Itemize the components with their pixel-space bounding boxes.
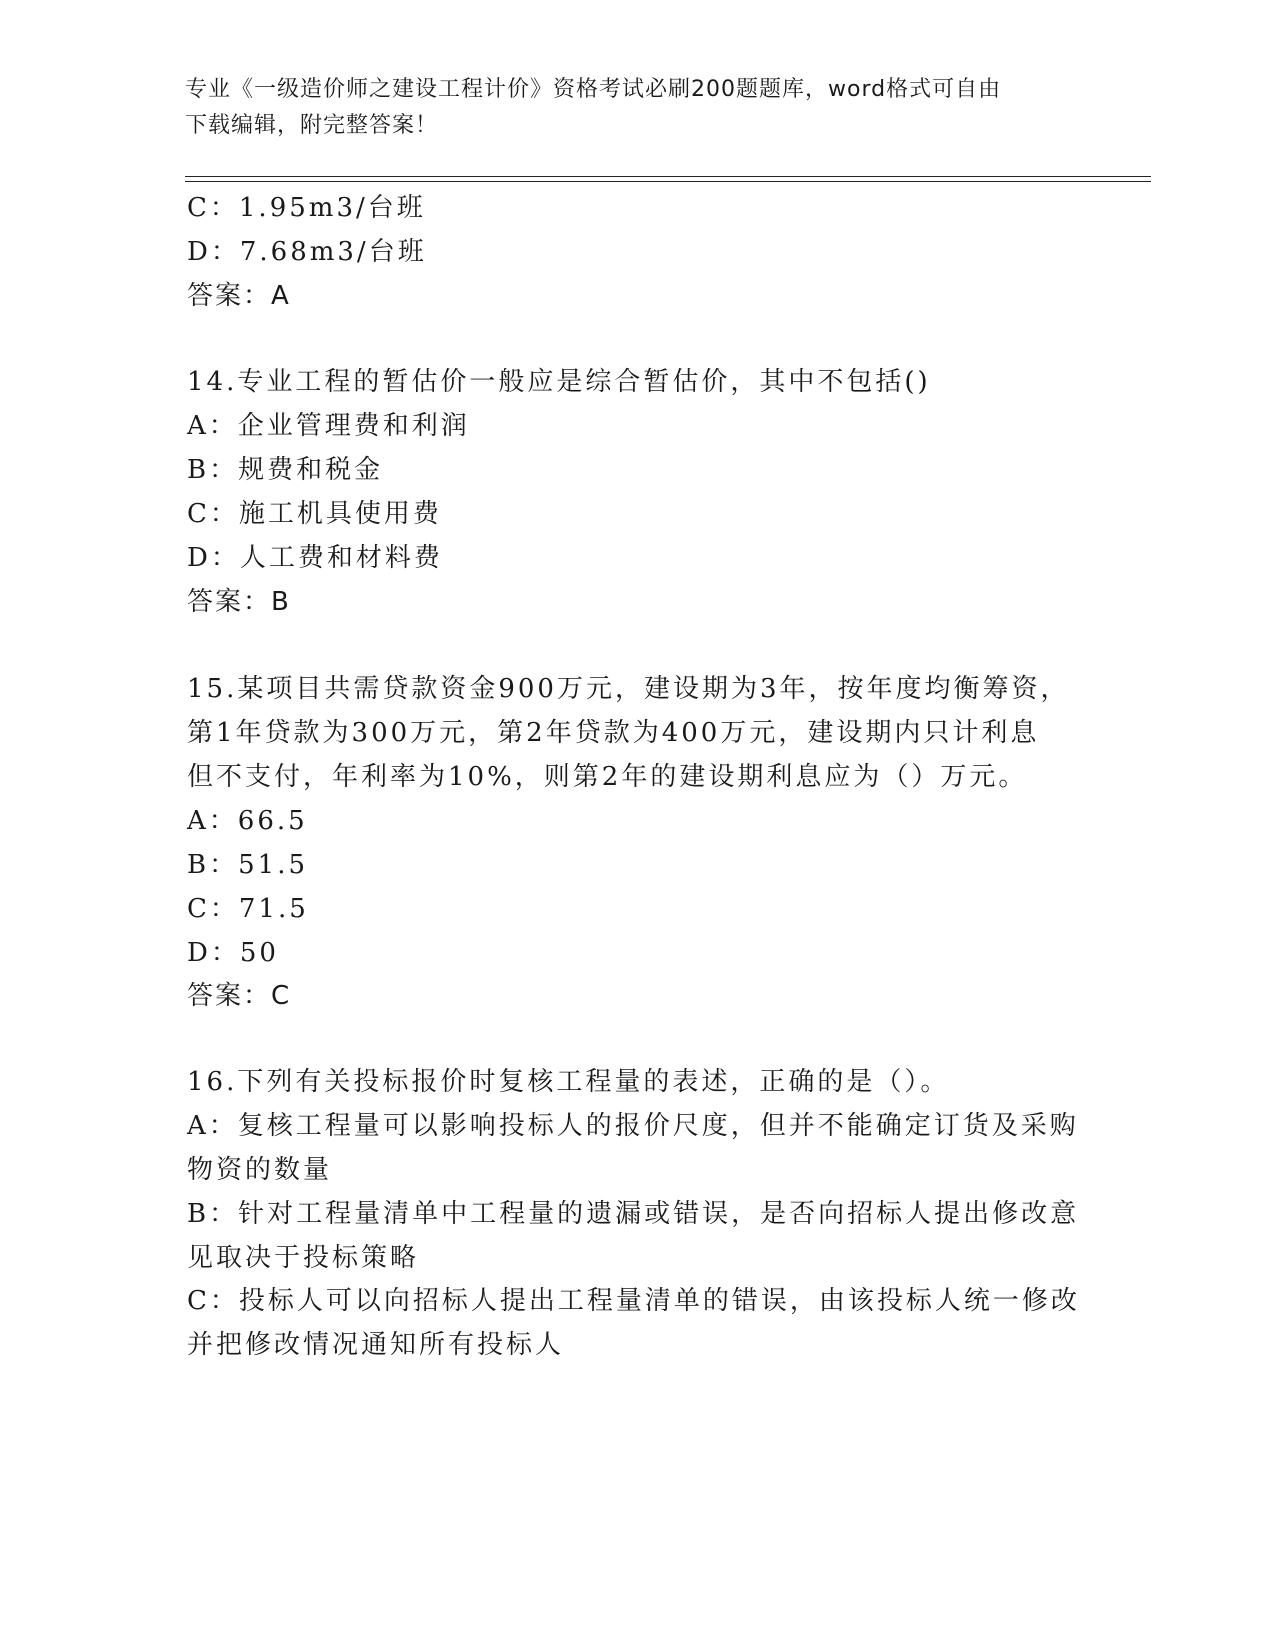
q14-option-c: C：施工机具使用费 bbox=[187, 499, 442, 529]
q16-option-c-line-2: 并把修改情况通知所有投标人 bbox=[187, 1330, 565, 1360]
q15-stem-line-2: 第1年贷款为300万元，第2年贷款为400万元，建设期内只计利息 bbox=[187, 718, 1040, 748]
q15-stem-line-1: 15.某项目共需贷款资金900万元，建设期为3年，按年度均衡筹资， bbox=[187, 674, 1070, 704]
header-title-line-1: 专业《一级造价师之建设工程计价》资格考试必刷200题题库，word格式可自由 bbox=[185, 77, 1002, 102]
q15-stem-line-3: 但不支付，年利率为10%，则第2年的建设期利息应为（）万元。 bbox=[187, 762, 1028, 792]
q15-option-a: A：66.5 bbox=[187, 806, 308, 836]
q16-option-b-line-1: B：针对工程量清单中工程量的遗漏或错误，是否向招标人提出修改意 bbox=[187, 1199, 1080, 1229]
q15-option-b: B：51.5 bbox=[187, 850, 308, 880]
q16-option-a-line-1: A：复核工程量可以影响投标人的报价尺度，但并不能确定订货及采购 bbox=[187, 1111, 1079, 1141]
q13-option-d: D：7.68m3/台班 bbox=[187, 237, 427, 267]
q14-option-d: D：人工费和材料费 bbox=[187, 543, 443, 573]
q14-option-a: A：企业管理费和利润 bbox=[187, 411, 470, 441]
q15-answer: 答案：C bbox=[187, 981, 292, 1011]
q14-answer: 答案：B bbox=[187, 587, 291, 617]
q13-option-c: C：1.95m3/台班 bbox=[187, 193, 426, 223]
q14-option-b: B：规费和税金 bbox=[187, 455, 384, 485]
q16-stem: 16.下列有关投标报价时复核工程量的表述，正确的是（）。 bbox=[187, 1067, 950, 1097]
q15-option-d: D：50 bbox=[187, 938, 279, 968]
header-divider-top bbox=[185, 176, 1151, 177]
document-header bbox=[185, 72, 1065, 144]
header-title-line-2: 下载编辑，附完整答案！ bbox=[185, 113, 439, 138]
q13-answer: 答案：A bbox=[187, 281, 291, 311]
q14-stem: 14.专业工程的暂估价一般应是综合暂估价，其中不包括() bbox=[187, 367, 931, 397]
q16-option-b-line-2: 见取决于投标策略 bbox=[187, 1243, 420, 1273]
q16-option-c-line-1: C：投标人可以向招标人提出工程量清单的错误，由该投标人统一修改 bbox=[187, 1286, 1080, 1316]
header-divider-bottom bbox=[185, 181, 1151, 182]
q15-option-c: C：71.5 bbox=[187, 894, 309, 924]
q16-option-a-line-2: 物资的数量 bbox=[187, 1155, 333, 1185]
